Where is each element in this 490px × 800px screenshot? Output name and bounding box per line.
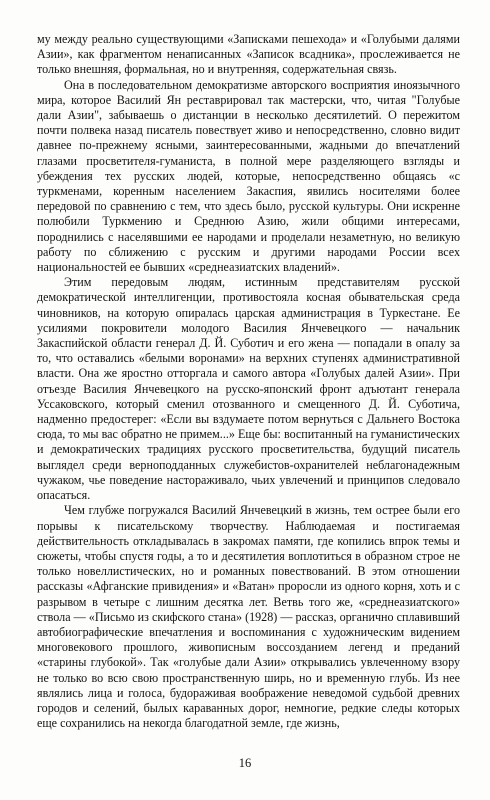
body-text xyxy=(37,32,460,731)
paragraph-progressive-people: Этим передовым людям, истинным представителям русской демократической интеллигенции, противостояла косная обывательская среда чиновников, на которую опиралась царская администрация в Туркестане. Ее усилиями покровители молодого Василия Янчевецкого — начальник Закаспийской области генерал Д. Й. Суботич и его жена — попадали в опалу за то, что оставались «белыми воронами» на верхних ступенях административной власти. Она же яростно отторгала и самого автора «Голубых далей Азии». При отъезде Василия Янчевецкого на русско-японский фронт адъютант генерала Уссаковского, который сменил отозванного и смещенного Д. Й. Суботича, надменно предостерег: «Если вы вздумаете потом вернуться с Дальнего Востока сюда, то мы вас обратно не примем...» Еще бы: воспитанный на гуманистических и демократических традициях русского просветительства, будущий писатель выглядел среди верноподданных служебистов-охранителей неблагонадежным чужаком, чье поведение настораживало, чьих увлечений и принципов следовало опасаться. xyxy=(37,275,460,503)
paragraph-continuation: му между реально существующими «Записками пешехода» и «Голубыми далями Азии», как фрагментом ненаписанных «Записок всадника», прослеживается не только внешняя, формальная, но и внутренняя, содержательная связь. xyxy=(37,32,460,77)
page-number: 16 xyxy=(238,756,252,770)
paragraph-creative-impulses: Чем глубже погружался Василий Янчевецкий в жизнь, тем острее были его порывы к писательскому творчеству. Наблюдаемая и постигаемая действительность откладывалась в закромах памяти, где копились впрок темы и сюжеты, чтобы спустя годы, а то и десятилетия воплотиться в образном строе не только новеллистических, но и романных повествований. В этом отношении рассказы «Афганские привидения» и «Ватан» проросли из одного корня, хоть и с разрывом в четыре с лишним десятка лет. Ветвь того же, «среднеазиатского» ствола — «Письмо из скифского стана» (1928) — рассказ, органично сплавивший автобиографические впечатления и воспоминания с художническим видением многовекового прошлого, живописным воссозданием легенд и преданий «старины глубокой». Так «голубые дали Азии» открывались увлеченному взору не только во всю свою пространственную ширь, но и временную глубь. Из нее являлись лица и голоса, будораживая воображение неведомой судьбой древних городов и селений, былых караванных дорог, немногие, редкие следы которых еще сохранились на некогда благодатной земле, где жизнь, xyxy=(37,503,460,731)
paragraph-democratism: Она в последовательном демократизме авторского восприятия иноязычного мира, которое Василий Ян реставрировал так мастерски, что, читая "Голубые дали Азии", забываешь о дистанции в несколько десятилетий. О пережитом почти полвека назад писатель повествует живо и непосредственно, словно видит давнее по-прежнему ясными, заинтересованными, жадными до впечатлений глазами просветителя-гуманиста, в полной мере разделяющего взгляды и убеждения тех русских людей, которые, непосредственно общаясь «с туркменами, коренным населением Закаспия, явились носителями более передовой по сравнению с тем, что здесь было, русской культуры. Они искренне полюбили Туркмению и Среднюю Азию, жили общими интересами, породнились с населявшими ее народами и проделали незаметную, но великую работу по сближению с русским и другими народами России всех национальностей ее бывших «среднеазиатских владений». xyxy=(37,77,460,275)
